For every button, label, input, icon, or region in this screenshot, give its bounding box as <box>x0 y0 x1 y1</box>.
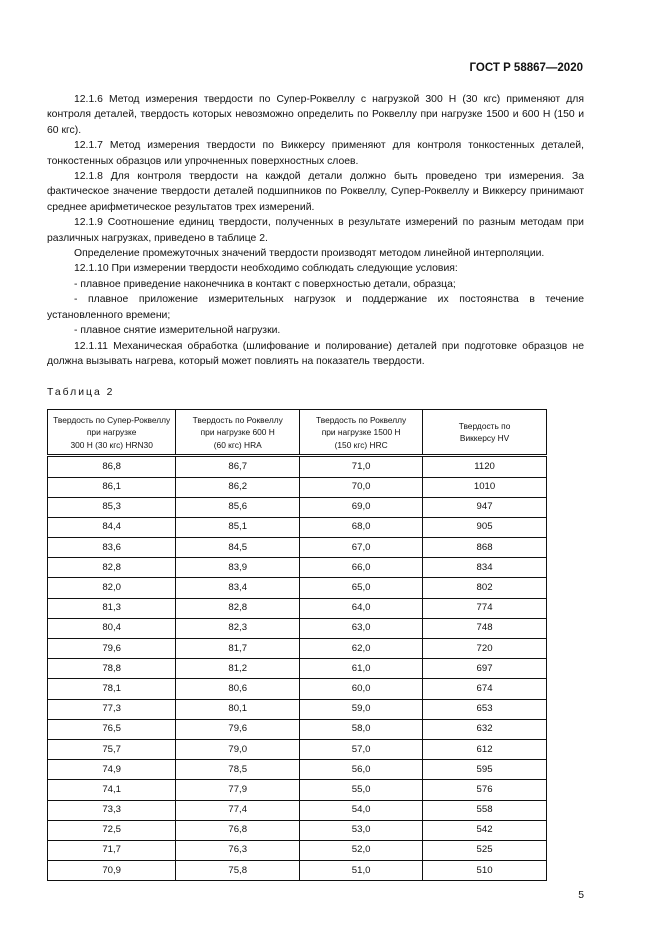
table-cell: 76,8 <box>176 820 300 840</box>
column-header <box>48 410 176 456</box>
table-cell: 86,8 <box>48 456 176 477</box>
table-cell: 674 <box>423 679 547 699</box>
table-cell: 84,5 <box>176 538 300 558</box>
table-cell: 76,5 <box>48 719 176 739</box>
column-header-line: при нагрузке 1500 Н <box>321 427 401 438</box>
table-cell: 748 <box>423 618 547 638</box>
table-cell: 86,1 <box>48 477 176 497</box>
column-header <box>423 410 547 456</box>
paragraph: - плавное приведение наконечника в контакт с поверхностью детали, образца; <box>74 278 456 290</box>
table-row <box>48 760 547 780</box>
table-cell: 78,8 <box>48 659 176 679</box>
table-cell: 61,0 <box>300 659 423 679</box>
column-header-line: Твердость по Роквеллу <box>316 414 407 425</box>
hardness-conversion-table <box>47 409 547 881</box>
table-cell: 84,4 <box>48 517 176 537</box>
table-cell: 67,0 <box>300 538 423 558</box>
table-row <box>48 578 547 598</box>
table-cell: 720 <box>423 639 547 659</box>
table-cell: 595 <box>423 760 547 780</box>
table-cell: 525 <box>423 840 547 860</box>
table-row <box>48 477 547 497</box>
table-cell: 82,3 <box>176 618 300 638</box>
table-cell: 85,6 <box>176 497 300 517</box>
table-cell: 57,0 <box>300 739 423 759</box>
table-cell: 79,6 <box>48 639 176 659</box>
table-cell: 1010 <box>423 477 547 497</box>
table-cell: 74,1 <box>48 780 176 800</box>
table-cell: 52,0 <box>300 840 423 860</box>
page-number: 5 <box>578 890 584 902</box>
table-caption: Таблица 2 <box>47 387 115 399</box>
column-header-line: (150 кгс) HRC <box>334 439 388 450</box>
paragraph: 12.1.10 При измерении твердости необходимо соблюдать следующие условия: <box>74 263 458 275</box>
table-cell: 76,3 <box>176 840 300 860</box>
table-cell: 81,2 <box>176 659 300 679</box>
column-header-line: (60 кгс) HRA <box>213 439 262 450</box>
table-row <box>48 497 547 517</box>
table-cell: 75,7 <box>48 739 176 759</box>
table-cell: 64,0 <box>300 598 423 618</box>
column-header-line: Твердость по <box>458 420 511 431</box>
table-cell: 66,0 <box>300 558 423 578</box>
table-cell: 65,0 <box>300 578 423 598</box>
table-cell: 802 <box>423 578 547 598</box>
table-cell: 542 <box>423 820 547 840</box>
table-cell: 70,9 <box>48 861 176 881</box>
paragraph: 12.1.8 Для контроля твердости на каждой детали должно быть проведено три измерения. За фактическое значение твердости деталей подшипников по Роквеллу, Супер-Роквеллу и Виккерсу принимают среднее арифметическое результатов трех измерений. <box>47 171 584 213</box>
table-cell: 77,9 <box>176 780 300 800</box>
table-row <box>48 840 547 860</box>
table-cell: 82,8 <box>48 558 176 578</box>
table-cell: 83,9 <box>176 558 300 578</box>
table-row <box>48 699 547 719</box>
paragraph: Определение промежуточных значений твердости производят методом линейной интерполяции. <box>74 248 545 260</box>
paragraph: 12.1.11 Механическая обработка (шлифование и полирование) деталей при подготовке образцов не должна вызывать нагрева, который может повлиять на показатель твердости. <box>47 340 584 367</box>
table-cell: 81,3 <box>48 598 176 618</box>
table-cell: 81,7 <box>176 639 300 659</box>
column-header-line: при нагрузке 600 Н <box>200 427 275 438</box>
table-row <box>48 739 547 759</box>
table-row <box>48 558 547 578</box>
table-row <box>48 861 547 881</box>
table-cell: 71,7 <box>48 840 176 860</box>
table-cell: 77,3 <box>48 699 176 719</box>
table-row <box>48 780 547 800</box>
table-cell: 55,0 <box>300 780 423 800</box>
column-header-line: 300 Н (30 кгс) HRN30 <box>70 439 153 450</box>
table-row <box>48 659 547 679</box>
table-cell: 83,4 <box>176 578 300 598</box>
table-row <box>48 598 547 618</box>
table-row <box>48 800 547 820</box>
table-cell: 68,0 <box>300 517 423 537</box>
table-row <box>48 679 547 699</box>
column-header-line: Твердость по Супер-Роквеллу <box>53 414 171 425</box>
table-cell: 510 <box>423 861 547 881</box>
table-cell: 632 <box>423 719 547 739</box>
paragraph: - плавное приложение измерительных нагрузок и поддержание их постоянства в течение установленного времени; <box>47 294 584 321</box>
column-header <box>300 410 423 456</box>
table-cell: 77,4 <box>176 800 300 820</box>
table-cell: 60,0 <box>300 679 423 699</box>
table-cell: 62,0 <box>300 639 423 659</box>
table-row <box>48 538 547 558</box>
table-cell: 75,8 <box>176 861 300 881</box>
table-cell: 86,7 <box>176 456 300 477</box>
table-cell: 56,0 <box>300 760 423 780</box>
table-cell: 80,4 <box>48 618 176 638</box>
table-cell: 63,0 <box>300 618 423 638</box>
column-header-line: Твердость по Роквеллу <box>192 414 283 425</box>
table-cell: 69,0 <box>300 497 423 517</box>
column-header-line: Виккерсу HV <box>459 433 510 444</box>
table-cell: 82,0 <box>48 578 176 598</box>
table-row <box>48 639 547 659</box>
table-cell: 59,0 <box>300 699 423 719</box>
paragraph: 12.1.9 Соотношение единиц твердости, полученных в результате измерений по разным методам при различных нагрузках, приведено в таблице 2. <box>47 217 584 244</box>
table-cell: 85,1 <box>176 517 300 537</box>
table-cell: 70,0 <box>300 477 423 497</box>
table-cell: 78,5 <box>176 760 300 780</box>
table-row <box>48 456 547 477</box>
table-cell: 79,6 <box>176 719 300 739</box>
table-cell: 653 <box>423 699 547 719</box>
table-cell: 558 <box>423 800 547 820</box>
table-cell: 58,0 <box>300 719 423 739</box>
body-text <box>47 92 584 369</box>
table-cell: 80,1 <box>176 699 300 719</box>
table-row <box>48 719 547 739</box>
table-cell: 697 <box>423 659 547 679</box>
table-cell: 86,2 <box>176 477 300 497</box>
table-cell: 612 <box>423 739 547 759</box>
table-cell: 51,0 <box>300 861 423 881</box>
paragraph: 12.1.7 Метод измерения твердости по Виккерсу применяют для контроля тонкостенных деталей, тонкостенных образцов или упрочненных поверхностных слоев. <box>47 140 584 167</box>
table-cell: 53,0 <box>300 820 423 840</box>
table-row <box>48 820 547 840</box>
table-cell: 85,3 <box>48 497 176 517</box>
table-cell: 1120 <box>423 456 547 477</box>
table-cell: 905 <box>423 517 547 537</box>
paragraph: - плавное снятие измерительной нагрузки. <box>74 325 281 337</box>
table-row <box>48 517 547 537</box>
table-row <box>48 618 547 638</box>
table-header-row <box>48 410 547 456</box>
table-cell: 54,0 <box>300 800 423 820</box>
table-cell: 71,0 <box>300 456 423 477</box>
table-cell: 73,3 <box>48 800 176 820</box>
table-cell: 83,6 <box>48 538 176 558</box>
table-cell: 74,9 <box>48 760 176 780</box>
table-cell: 947 <box>423 497 547 517</box>
table-cell: 576 <box>423 780 547 800</box>
column-header-line: при нагрузке <box>86 427 137 438</box>
document-id-header: ГОСТ Р 58867—2020 <box>469 62 583 74</box>
table-cell: 774 <box>423 598 547 618</box>
table-cell: 72,5 <box>48 820 176 840</box>
table-cell: 80,6 <box>176 679 300 699</box>
table-cell: 868 <box>423 538 547 558</box>
table-cell: 82,8 <box>176 598 300 618</box>
paragraph: 12.1.6 Метод измерения твердости по Супер-Роквеллу с нагрузкой 300 Н (30 кгс) применяют для контроля деталей, твердость которых невозможно определить по Роквеллу при нагрузке 1500 и 600 Н (150 и 60 кгс). <box>47 94 584 136</box>
table-cell: 79,0 <box>176 739 300 759</box>
column-header <box>176 410 300 456</box>
table-cell: 834 <box>423 558 547 578</box>
table-cell: 78,1 <box>48 679 176 699</box>
